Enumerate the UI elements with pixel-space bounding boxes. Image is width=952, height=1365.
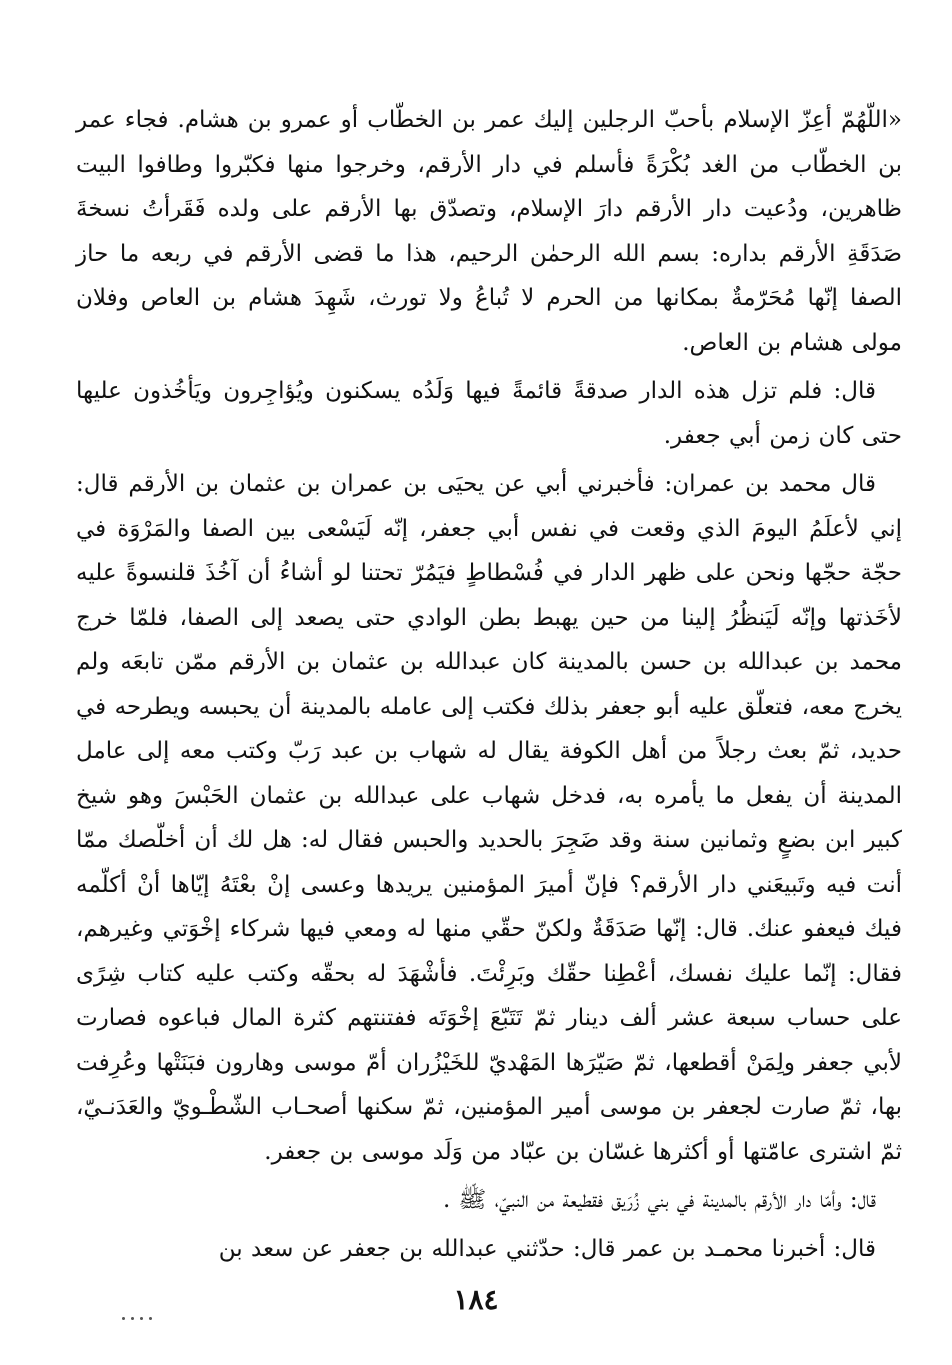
paragraph-5: قال: أخبرنا محمـد بن عمر قال: حدّثني عبدالله بن جعفر عن سعد بن (218, 1235, 876, 1262)
scan-dots-decoration (92, 1305, 152, 1311)
paragraph-2: قال: فلم تزل هذه الدار صدقةً قائمةً فيها وَلَدُه يسكنون ويُؤاجِرون ويَأخُذون عليها حتى كان زمن أبي جعفر. (76, 378, 902, 449)
page-number: ١٨٤ (453, 1283, 499, 1316)
paragraph-1: «اللّهُمّ أعِزّ الإسلام بأحبّ الرجلين إليك عمر بن الخطّاب أو عمرو بن هشام. فجاء عمر بن الخطّاب من الغد بُكْرَةً فأسلم في دار الأرقم، وخرجوا منها فكبّروا وطافوا البيت ظاهرين، ودُعيت دار الأرقم دارَ الإسلام، وتصدّق بها الأرقم على ولده فَقَرأتُ نسخةَ صَدَقَةِ الأرقم بداره: بسم الله الرحمٰن الرحيم، هذا ما قضى الأرقم في ربعه ما حاز الصفا إنّها مُحَرّمةٌ بمكانها من الحرم لا تُباعُ ولا تورث، شَهِدَ هشام بن العاص وفلان مولى هشام بن العاص. (76, 107, 902, 356)
paragraph-3: قال محمد بن عمران: فأخبرني أبي عن يحيَى بن عمران بن عثمان بن الأرقم قال: إني لأعلَمُ اليومَ الذي وقعت في نفس أبي جعفر، إنّه لَيَسْعى بين الصفا والمَرْوَة في حجّة حجّها ونحن على ظهر الدار في فُسْطاطٍ فيَمُرّ تحتنا لو أشاءُ أن آخُذَ قلنسوةً عليه لأخَذتها وإنّه لَيَنظُرُ إلينا من حين يهبط بطن الوادي حتى يصعد إلى الصفا، فلمّا خرج محمد بن عبدالله بن حسن بالمدينة كان عبدالله بن عثمان بن الأرقم ممّن تابعَه ولم يخرج معه، فتعلّق عليه أبو جعفر بذلك فكتب إلى عامله بالمدينة أن يحبسه ويطرحه في حديد، ثمّ بعث رجلاً من أهل الكوفة يقال له شهاب بن عبد رَبّ وكتب معه إلى عامل المدينة أن يفعل ما يأمره به، فدخل شهاب على عبدالله بن عثمان الحَبْسَ وهو شيخ كبير ابن بضعٍ وثمانين سنة وقد ضَجِرَ بالحديد والحبس فقال له: هل لك أن أخلّصك ممّا أنت فيه وتَبيعَني دار الأرقم؟ فإنّ أميرَ المؤمنين يريدها وعسى إنْ بعْتَهُ إيّاها أنْ أكلّمه فيك فيعفو عنك. قال: إنّها صَدَقَةٌ ولكنّ حقّي منها له ومعي فيها شركاء إخْوَتي وغيرهم، فقال: إنّما عليك نفسك، أعْطِنا حقّك وبَرِئْتَ. فأشْهَدَ له بحقّه وكتب عليه كتاب شِرًى على حساب سبعة عشر ألف دينار ثمّ تَتَبّعَ إخْوَتَه ففتنتهم كثرة المال فباعوه فصارت لأبي جعفر ولِمَنْ أقطعها، ثمّ صَيّرَها المَهْديّ للخَيْزُران أمّ موسى وهارون فبَنَتْها وعُرِفت بها، ثمّ صارت لجعفر بن موسى أمير المؤمنين، ثمّ سكنها أصحـاب الشّطْـويّ والعَدَنـيّ، ثمّ اشترى عامّتها أو أكثرها غسّان بن عبّاد من وَلَد موسى بن جعفر. (76, 471, 902, 1165)
paragraph-4: قال: وأمّا دار الأرقم بالمدينة في بني زُرَيق فقطيعة من النبيّ، ﷺ . (442, 1187, 876, 1213)
page-body (76, 98, 902, 1271)
